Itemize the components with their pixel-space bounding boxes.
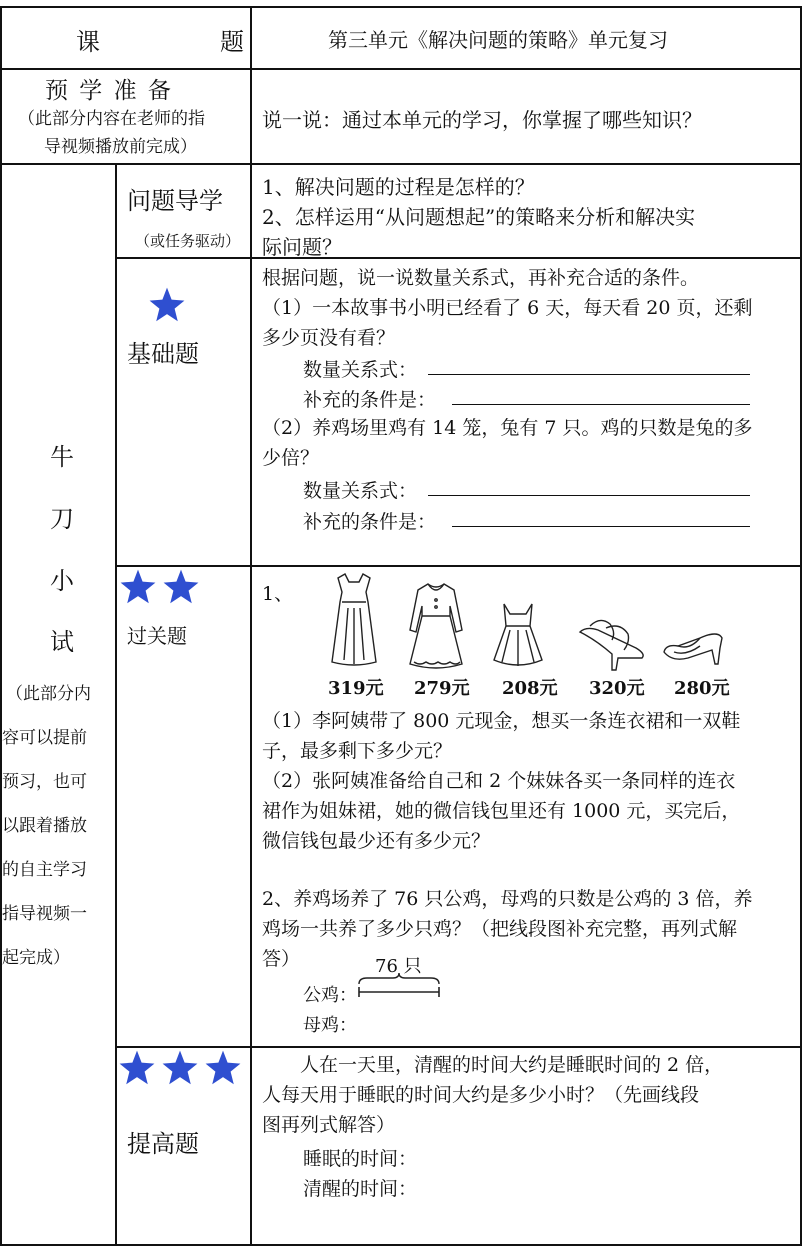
pass-q2-line3: 微信钱包最少还有多少元？ xyxy=(262,830,491,852)
star-icon xyxy=(204,1049,242,1087)
topic-label: 课 题 xyxy=(76,28,244,56)
relation-blank-2[interactable] xyxy=(428,495,750,496)
pass-number-1: 1、 xyxy=(262,583,294,605)
table-border-top xyxy=(0,6,802,8)
pass-q1-line1: （1）李阿姨带了 800 元现金，想买一条连衣裙和一双鞋 xyxy=(262,710,741,732)
price-label: 319元 xyxy=(328,678,384,699)
basic-problem-2-line1: （2）养鸡场里鸡有 14 笼，兔有 7 只。鸡的只数是兔的多 xyxy=(262,417,753,439)
star-icon xyxy=(119,568,157,606)
condition-label-1: 补充的条件是： xyxy=(303,389,437,411)
side-note-line3: 预习，也可 xyxy=(2,772,87,792)
pass-q2-line1: （2）张阿姨准备给自己和 2 个妹妹各买一条同样的连衣 xyxy=(262,770,736,792)
preview-note-line2: 导视频播放前完成） xyxy=(44,137,197,157)
guide-question-1: 1、解决问题的过程是怎样的？ xyxy=(262,175,535,199)
star-icon xyxy=(161,1049,199,1087)
side-note-line2: 容可以提前 xyxy=(2,728,87,748)
star-icon xyxy=(118,1049,156,1087)
relation-label-2: 数量关系式： xyxy=(303,480,418,502)
row-divider-header xyxy=(0,68,802,70)
pass-q1-line2: 子，最多剩下多少元？ xyxy=(262,740,453,762)
star-icon xyxy=(162,568,200,606)
price-label: 280元 xyxy=(674,678,730,699)
relation-label-1: 数量关系式： xyxy=(303,359,418,381)
side-note-line1: （此部分内 xyxy=(6,684,91,704)
advanced-line2: 人每天用于睡眠的时间大约是多少小时？（先画线段 xyxy=(262,1084,700,1106)
table-border-right xyxy=(800,6,802,1246)
awake-label: 清醒的时间： xyxy=(303,1178,418,1200)
rooster-segment xyxy=(357,986,441,998)
high-heel-icon xyxy=(576,608,650,672)
advanced-title: 提高题 xyxy=(127,1130,199,1158)
topic-value: 第三单元《解决问题的策略》单元复习 xyxy=(328,28,668,52)
preview-content: 说一说：通过本单元的学习，你掌握了哪些知识？ xyxy=(262,108,702,132)
dress-icon xyxy=(326,570,382,670)
divider-col-side xyxy=(115,163,117,1246)
price-label: 208元 xyxy=(502,678,558,699)
hen-label: 母鸡： xyxy=(303,1015,357,1036)
basic-problem-1-line1: （1）一本故事书小明已经看了 6 天，每天看 20 页，还剩 xyxy=(262,297,753,319)
basic-title: 基础题 xyxy=(127,340,199,368)
side-char-1: 牛 xyxy=(50,443,74,471)
pass-problem-2-line1: 2、养鸡场养了 76 只公鸡，母鸡的只数是公鸡的 3 倍，养 xyxy=(262,888,753,910)
guide-title: 问题导学 xyxy=(127,187,223,215)
advanced-line3: 图再列式解答） xyxy=(262,1114,396,1136)
guide-question-2-line1: 2、怎样运用“从问题想起”的策略来分析和解决实 xyxy=(262,205,696,229)
dress-icon xyxy=(490,600,546,670)
price-label: 320元 xyxy=(589,678,645,699)
rooster-label: 公鸡： xyxy=(303,985,357,1006)
guide-subtitle: （或任务驱动） xyxy=(135,232,241,250)
side-char-3: 小 xyxy=(50,567,74,595)
row-divider-preview xyxy=(0,163,802,165)
price-label: 279元 xyxy=(414,678,470,699)
preview-note-line1: （此部分内容在老师的指 xyxy=(18,109,205,129)
pass-title: 过关题 xyxy=(127,624,187,648)
side-note-line4: 以跟着播放 xyxy=(2,816,87,836)
side-char-4: 试 xyxy=(50,628,74,656)
brace-icon xyxy=(357,972,441,986)
pass-problem-2-line3: 答） xyxy=(262,948,301,970)
condition-blank-1[interactable] xyxy=(452,404,750,405)
star-icon xyxy=(148,286,186,324)
row-divider-basic xyxy=(115,565,802,567)
row-divider-pass xyxy=(115,1046,802,1048)
relation-blank-1[interactable] xyxy=(428,374,750,375)
divider-col-main xyxy=(250,6,252,1246)
pass-problem-2-line2: 鸡场一共养了多少只鸡？（把线段图补充完整，再列式解 xyxy=(262,918,738,940)
basic-problem-1-line2: 多少页没有看？ xyxy=(262,327,396,349)
condition-label-2: 补充的条件是： xyxy=(303,511,437,533)
sleep-label: 睡眠的时间： xyxy=(303,1148,418,1170)
basic-problem-2-line2: 少倍？ xyxy=(262,447,320,469)
row-divider-guide xyxy=(115,257,802,259)
advanced-line1: 人在一天里，清醒的时间大约是睡眠时间的 2 倍， xyxy=(300,1054,724,1076)
brace-label: 76 只 xyxy=(375,956,422,977)
basic-intro: 根据问题，说一说数量关系式，再补充合适的条件。 xyxy=(262,267,700,289)
pass-q2-line2: 裙作为姐妹裙，她的微信钱包里还有 1000 元，买完后， xyxy=(262,800,741,822)
high-heel-icon xyxy=(660,624,730,668)
preview-title: 预 学 准 备 xyxy=(45,78,173,104)
condition-blank-2[interactable] xyxy=(452,526,750,527)
guide-question-2-line2: 际问题？ xyxy=(262,235,342,259)
side-note-line6: 指导视频一 xyxy=(2,904,87,924)
side-char-2: 刀 xyxy=(50,505,74,533)
table-border-bottom xyxy=(0,1244,802,1246)
side-note-line5: 的自主学习 xyxy=(2,860,87,880)
table-border-left xyxy=(0,6,2,1246)
dress-icon xyxy=(404,580,468,672)
side-note-line7: 起完成） xyxy=(2,948,70,968)
